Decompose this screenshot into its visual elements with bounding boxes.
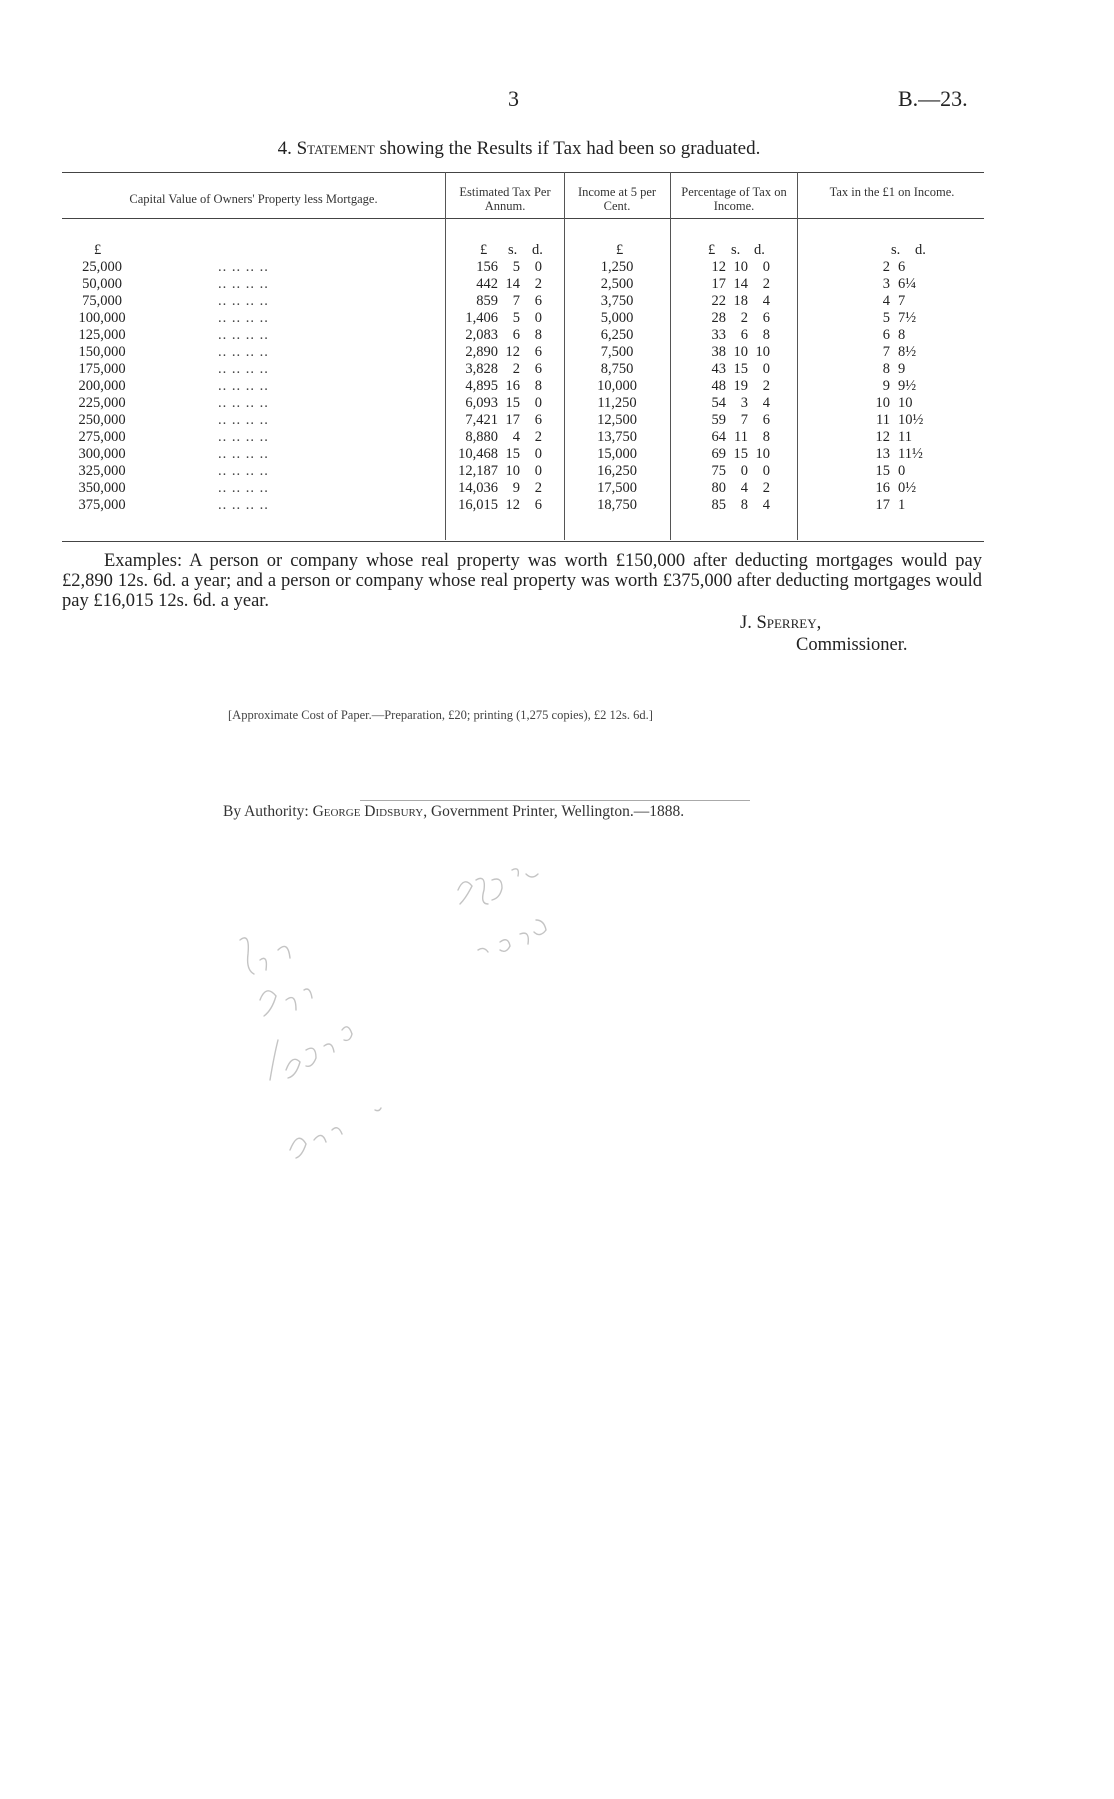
tax-shillings: 12 [505, 497, 520, 513]
pound-shillings: 2 [882, 259, 890, 275]
table-title [0, 138, 1038, 160]
table-row [62, 344, 445, 361]
unit-pct-pence: d. [754, 242, 765, 258]
tax-cell [454, 463, 562, 480]
tax-pence: 6 [534, 497, 542, 513]
tax-cell [454, 429, 562, 446]
pct-pence: 8 [762, 327, 770, 343]
pct-shillings: 10 [733, 259, 748, 275]
tax-pence: 0 [534, 259, 542, 275]
tax-cell [454, 446, 562, 463]
tax-in-pound-cell [868, 497, 968, 514]
results-table [62, 172, 984, 542]
pct-shillings: 8 [740, 497, 748, 513]
tax-pence: 2 [534, 429, 542, 445]
pct-pounds: 43 [711, 361, 726, 377]
pct-pounds: 64 [711, 429, 726, 445]
table-row [62, 412, 445, 429]
pct-shillings: 14 [733, 276, 748, 292]
tax-in-pound-cell [868, 276, 968, 293]
income-cell: 18,750 [597, 497, 637, 513]
leader-dots: .. .. .. .. [218, 327, 269, 343]
table-row [62, 497, 445, 514]
tax-pounds: 8,880 [465, 429, 498, 445]
imprint-prefix: By Authority: [223, 803, 313, 820]
capital-value: 250,000 [78, 412, 126, 428]
pct-pounds: 54 [711, 395, 726, 411]
percentage-cell [682, 293, 794, 310]
tax-in-pound-cell [868, 259, 968, 276]
pct-pounds: 48 [711, 378, 726, 394]
table-top-rule [62, 172, 984, 173]
tax-cell [454, 412, 562, 429]
pound-shillings: 12 [875, 429, 890, 445]
percentage-cell [682, 497, 794, 514]
table-row [62, 327, 445, 344]
table-row [62, 378, 445, 395]
unit-tax-pounds: £ [480, 242, 488, 258]
capital-value: 375,000 [78, 497, 126, 513]
printer-name: George Didsbury [312, 803, 424, 820]
leader-dots: .. .. .. .. [218, 429, 269, 445]
tax-pounds: 2,890 [465, 344, 498, 360]
tax-pounds: 2,083 [465, 327, 498, 343]
pct-shillings: 19 [733, 378, 748, 394]
tax-cell [454, 259, 562, 276]
pound-pence: 11½ [898, 446, 923, 462]
tax-pounds: 7,421 [465, 412, 498, 428]
income-cell: 7,500 [600, 344, 634, 360]
tax-pence: 8 [534, 327, 542, 343]
tax-in-pound-column [868, 259, 968, 514]
capital-value: 275,000 [78, 429, 126, 445]
pound-shillings: 3 [882, 276, 890, 292]
percentage-cell [682, 395, 794, 412]
pct-pence: 0 [762, 259, 770, 275]
table-title-statement: Statement [296, 138, 375, 159]
pct-shillings: 10 [733, 344, 748, 360]
tax-pence: 6 [534, 344, 542, 360]
pound-shillings: 17 [875, 497, 890, 513]
pound-pence: 10 [898, 395, 913, 411]
tax-cell [454, 378, 562, 395]
leader-dots: .. .. .. .. [218, 259, 269, 275]
leader-dots: .. .. .. .. [218, 463, 269, 479]
income-cell: 2,500 [600, 276, 634, 292]
pct-pounds: 59 [711, 412, 726, 428]
capital-value: 75,000 [82, 293, 122, 309]
leader-dots: .. .. .. .. [218, 361, 269, 377]
tax-pence: 6 [534, 361, 542, 377]
pct-pence: 2 [762, 480, 770, 496]
pound-shillings: 9 [882, 378, 890, 394]
tax-cell [454, 395, 562, 412]
header-income: Income at 5 per Cent. [577, 185, 657, 213]
tax-cell [454, 361, 562, 378]
pct-pounds: 28 [711, 310, 726, 326]
estimated-tax-column [454, 259, 562, 514]
pct-pounds: 80 [711, 480, 726, 496]
tax-pounds: 12,187 [458, 463, 498, 479]
income-cell: 6,250 [600, 327, 634, 343]
table-row [62, 361, 445, 378]
table-bottom-rule [62, 541, 984, 542]
pct-pence: 6 [762, 412, 770, 428]
unit-tax-pence: d. [532, 242, 543, 258]
tax-cell [454, 480, 562, 497]
capital-value: 125,000 [78, 327, 126, 343]
pct-pounds: 33 [711, 327, 726, 343]
capital-value: 100,000 [78, 310, 126, 326]
tax-in-pound-cell [868, 327, 968, 344]
leader-dots: .. .. .. .. [218, 395, 269, 411]
pct-pence: 6 [762, 310, 770, 326]
pct-pounds: 17 [711, 276, 726, 292]
unit-pound-pence: d. [915, 242, 926, 258]
pound-pence: 1 [898, 497, 906, 513]
income-cell: 5,000 [600, 310, 634, 326]
pct-shillings: 15 [733, 446, 748, 462]
income-cell: 8,750 [600, 361, 634, 377]
income-cell: 10,000 [597, 378, 637, 394]
pct-pence: 8 [762, 429, 770, 445]
pound-shillings: 8 [882, 361, 890, 377]
tax-shillings: 2 [512, 361, 520, 377]
pct-pounds: 12 [711, 259, 726, 275]
pound-pence: 8½ [898, 344, 917, 360]
tax-shillings: 16 [505, 378, 520, 394]
capital-value: 225,000 [78, 395, 126, 411]
capital-value: 25,000 [82, 259, 122, 275]
pct-pence: 4 [762, 497, 770, 513]
column-divider [445, 172, 446, 540]
tax-pence: 0 [534, 446, 542, 462]
pct-pounds: 22 [711, 293, 726, 309]
income-cell: 11,250 [597, 395, 637, 411]
capital-value: 200,000 [78, 378, 126, 394]
pound-pence: 10½ [898, 412, 924, 428]
capital-value: 150,000 [78, 344, 126, 360]
header-tax-in-pound: Tax in the £1 on Income. [829, 185, 955, 199]
header-estimated-tax: Estimated Tax Per Annum. [459, 185, 551, 213]
unit-pound-shillings: s. [891, 242, 901, 258]
leader-dots: .. .. .. .. [218, 310, 269, 326]
pct-shillings: 4 [740, 480, 748, 496]
tax-pence: 6 [534, 293, 542, 309]
pound-shillings: 16 [875, 480, 890, 496]
unit-tax-shillings: s. [508, 242, 518, 258]
income-cell: 3,750 [600, 293, 634, 309]
tax-pounds: 6,093 [465, 395, 498, 411]
tax-in-pound-cell [868, 310, 968, 327]
leader-dots: .. .. .. .. [218, 378, 269, 394]
tax-pence: 6 [534, 412, 542, 428]
table-row [62, 310, 445, 327]
unit-capital: £ [94, 242, 102, 258]
table-title-prefix: 4. [277, 138, 297, 159]
tax-cell [454, 293, 562, 310]
income-cell: 16,250 [597, 463, 637, 479]
pct-shillings: 3 [740, 395, 748, 411]
pound-shillings: 6 [882, 327, 890, 343]
tax-shillings: 5 [512, 259, 520, 275]
table-row [62, 463, 445, 480]
percentage-cell [682, 276, 794, 293]
tax-shillings: 4 [512, 429, 520, 445]
cost-of-paper-note: [Approximate Cost of Paper.—Preparation, £20; printing (1,275 copies), £2 12s. 6d.] [228, 708, 653, 722]
table-title-rest: showing the Results if Tax had been so graduated. [374, 138, 761, 159]
tax-in-pound-cell [868, 361, 968, 378]
table-row [62, 480, 445, 497]
column-divider [797, 172, 798, 540]
pound-pence: 9 [898, 361, 906, 377]
leader-dots: .. .. .. .. [218, 293, 269, 309]
pound-pence: 8 [898, 327, 906, 343]
tax-shillings: 14 [505, 276, 520, 292]
pct-shillings: 0 [740, 463, 748, 479]
tax-shillings: 17 [505, 412, 520, 428]
pct-pounds: 75 [711, 463, 726, 479]
pound-shillings: 4 [882, 293, 890, 309]
pct-pounds: 38 [711, 344, 726, 360]
tax-in-pound-cell [868, 446, 968, 463]
pound-pence: 0½ [898, 480, 917, 496]
tax-pounds: 10,468 [458, 446, 498, 462]
percentage-cell [682, 412, 794, 429]
tax-shillings: 12 [505, 344, 520, 360]
pound-pence: 7 [898, 293, 906, 309]
capital-value: 350,000 [78, 480, 126, 496]
pound-shillings: 13 [875, 446, 890, 462]
table-row [62, 429, 445, 446]
pound-shillings: 7 [882, 344, 890, 360]
tax-cell [454, 310, 562, 327]
percentage-cell [682, 344, 794, 361]
tax-shillings: 7 [512, 293, 520, 309]
pound-shillings: 10 [875, 395, 890, 411]
pct-shillings: 18 [733, 293, 748, 309]
tax-shillings: 6 [512, 327, 520, 343]
leader-dots: .. .. .. .. [218, 497, 269, 513]
leader-dots: .. .. .. .. [218, 412, 269, 428]
capital-value: 175,000 [78, 361, 126, 377]
percentage-cell [682, 480, 794, 497]
percentage-cell [682, 429, 794, 446]
tax-pounds: 859 [476, 293, 498, 309]
tax-pounds: 16,015 [458, 497, 498, 513]
income-cell: 15,000 [597, 446, 637, 462]
imprint-suffix: , Government Printer, Wellington.—1888. [423, 803, 685, 820]
tax-pounds: 4,895 [465, 378, 498, 394]
header-bottom-rule [62, 218, 984, 219]
tax-pence: 0 [534, 310, 542, 326]
tax-pence: 8 [534, 378, 542, 394]
unit-pct-shillings: s. [731, 242, 741, 258]
table-row [62, 395, 445, 412]
tax-cell [454, 497, 562, 514]
pct-shillings: 2 [740, 310, 748, 326]
pct-pence: 10 [755, 446, 770, 462]
tax-in-pound-cell [868, 293, 968, 310]
signatory-title: Commissioner. [796, 635, 908, 655]
pct-pounds: 85 [711, 497, 726, 513]
percentage-cell [682, 361, 794, 378]
income-cell: 12,500 [597, 412, 637, 428]
pct-pence: 0 [762, 463, 770, 479]
tax-in-pound-cell [868, 395, 968, 412]
capital-value: 325,000 [78, 463, 126, 479]
document-reference: B.—23. [898, 86, 968, 111]
tax-in-pound-cell [868, 463, 968, 480]
tax-pence: 2 [534, 480, 542, 496]
tax-pounds: 1,406 [465, 310, 498, 326]
tax-shillings: 15 [505, 446, 520, 462]
unit-pct-pounds: £ [708, 242, 716, 258]
tax-pounds: 156 [476, 259, 498, 275]
income-cell: 17,500 [597, 480, 637, 496]
tax-pence: 0 [534, 395, 542, 411]
percentage-cell [682, 310, 794, 327]
percentage-cell [682, 463, 794, 480]
table-row [62, 276, 445, 293]
pound-shillings: 15 [875, 463, 890, 479]
pct-shillings: 6 [740, 327, 748, 343]
tax-cell [454, 344, 562, 361]
pct-shillings: 15 [733, 361, 748, 377]
percentage-cell [682, 446, 794, 463]
pct-shillings: 7 [740, 412, 748, 428]
examples-paragraph: Examples: A person or company whose real property was worth £150,000 after deducting mortgages would pay £2,890 12s. 6d. a year; and a person or company whose real property was worth £375,000 after deducting mortgages would pay £16,015 12s. 6d. a year. [62, 551, 982, 611]
table-row [62, 293, 445, 310]
leader-dots: .. .. .. .. [218, 276, 269, 292]
pct-pence: 4 [762, 293, 770, 309]
table-row [62, 446, 445, 463]
pct-pence: 0 [762, 361, 770, 377]
tax-cell [454, 276, 562, 293]
leader-dots: .. .. .. .. [218, 344, 269, 360]
column-divider [670, 172, 671, 540]
pct-shillings: 11 [734, 429, 748, 445]
pound-shillings: 5 [882, 310, 890, 326]
tax-shillings: 5 [512, 310, 520, 326]
printer-imprint [223, 803, 684, 821]
pound-shillings: 11 [876, 412, 890, 428]
tax-shillings: 10 [505, 463, 520, 479]
percentage-cell [682, 378, 794, 395]
pct-pence: 2 [762, 276, 770, 292]
header-percentage: Percentage of Tax on Income. [681, 185, 787, 213]
tax-shillings: 9 [512, 480, 520, 496]
tax-pence: 2 [534, 276, 542, 292]
tax-in-pound-cell [868, 344, 968, 361]
pound-pence: 6 [898, 259, 906, 275]
percentage-column [682, 259, 794, 514]
percentage-cell [682, 259, 794, 276]
pct-pence: 2 [762, 378, 770, 394]
pound-pence: 7½ [898, 310, 917, 326]
tax-cell [454, 327, 562, 344]
capital-value: 50,000 [82, 276, 122, 292]
pound-pence: 9½ [898, 378, 917, 394]
tax-in-pound-cell [868, 412, 968, 429]
tax-pence: 0 [534, 463, 542, 479]
tax-in-pound-cell [868, 378, 968, 395]
income-cell: 1,250 [600, 259, 634, 275]
tax-in-pound-cell [868, 480, 968, 497]
page-number: 3 [508, 86, 519, 111]
signatory-name: J. Sperrey, [740, 613, 822, 633]
pct-pounds: 69 [711, 446, 726, 462]
pct-pence: 10 [755, 344, 770, 360]
pound-pence: 0 [898, 463, 906, 479]
tax-pounds: 14,036 [458, 480, 498, 496]
table-row [62, 259, 445, 276]
income-column [565, 259, 669, 514]
header-capital-value: Capital Value of Owners' Property less Mortgage. [129, 192, 378, 206]
faint-pencil-annotations [200, 850, 640, 1210]
tax-pounds: 3,828 [465, 361, 498, 377]
percentage-cell [682, 327, 794, 344]
tax-in-pound-cell [868, 429, 968, 446]
unit-income: £ [616, 242, 624, 258]
capital-column [62, 259, 445, 514]
units-row [62, 242, 984, 259]
imprint-divider [360, 800, 750, 801]
income-cell: 13,750 [597, 429, 637, 445]
capital-value: 300,000 [78, 446, 126, 462]
tax-shillings: 15 [505, 395, 520, 411]
tax-pounds: 442 [476, 276, 498, 292]
signature-block [740, 612, 908, 656]
leader-dots: .. .. .. .. [218, 446, 269, 462]
pct-pence: 4 [762, 395, 770, 411]
pound-pence: 11 [898, 429, 912, 445]
pound-pence: 6¼ [898, 276, 917, 292]
leader-dots: .. .. .. .. [218, 480, 269, 496]
